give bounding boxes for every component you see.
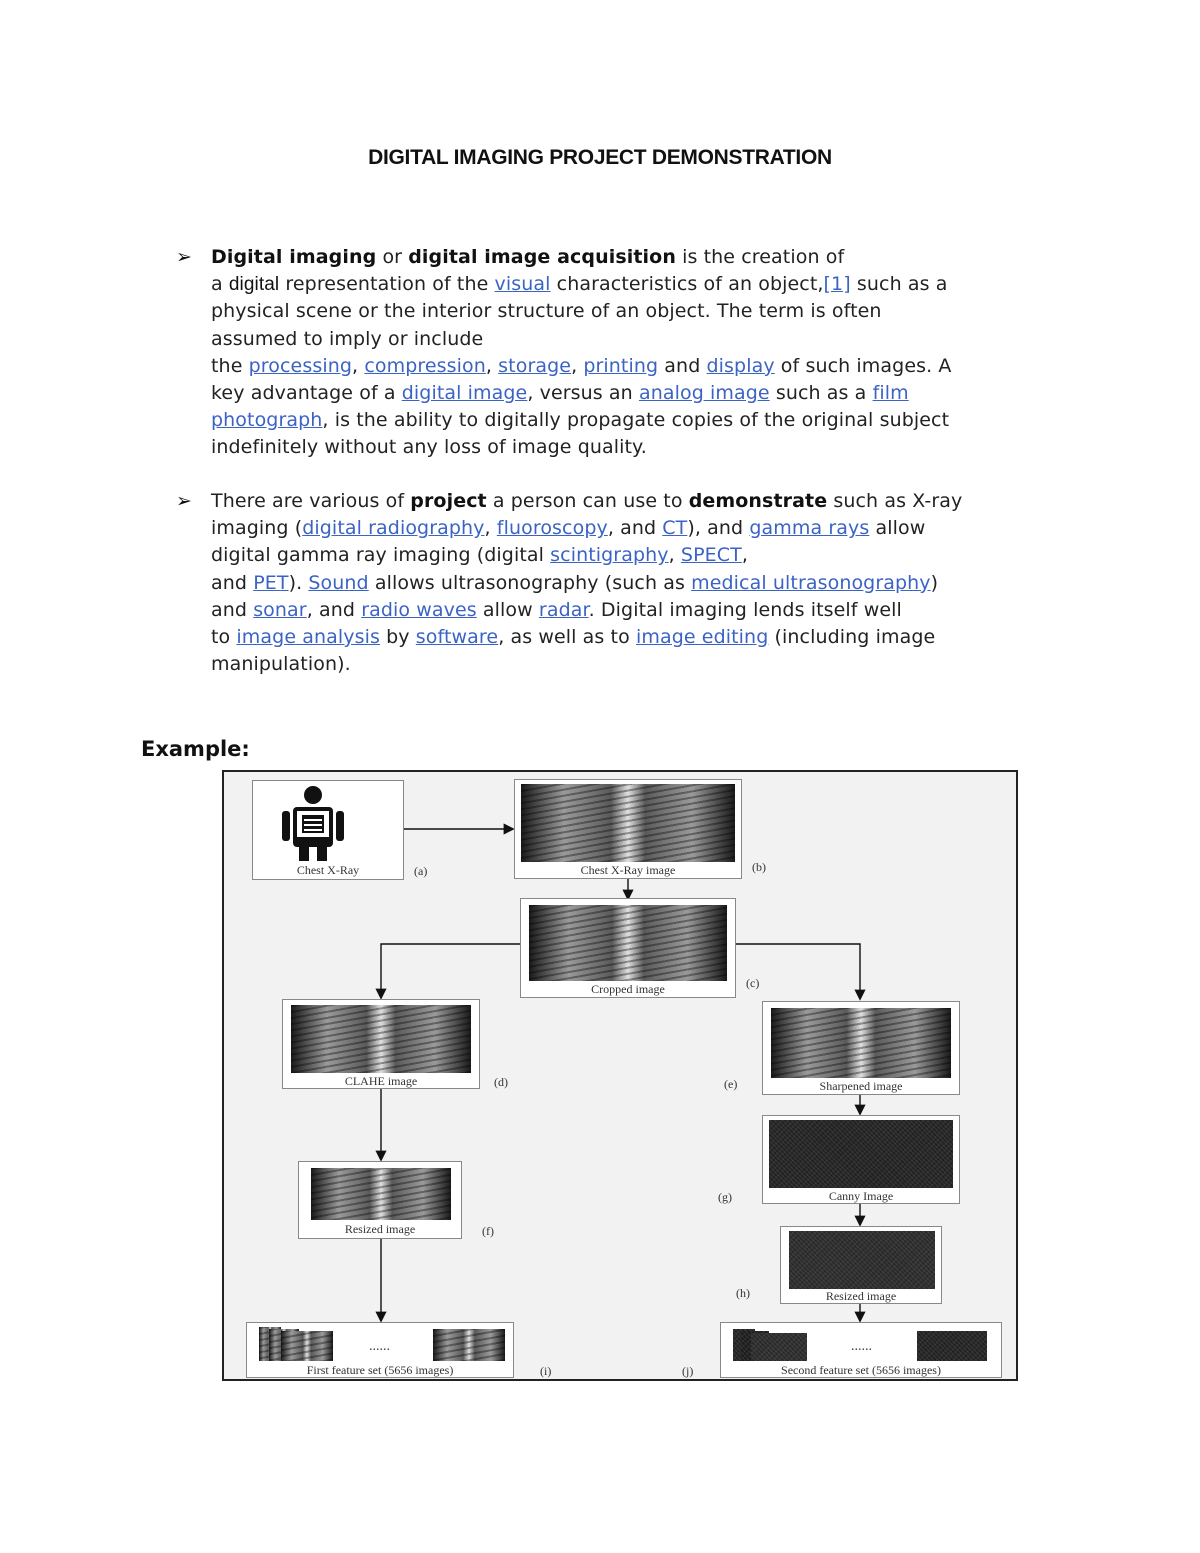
ellipsis: ...... xyxy=(851,1339,872,1354)
paragraph-projects: There are various of project a person can use to demonstrate such as X-ray imaging (digital radiography, fluoroscopy, and CT), and gamma rays allow digital gamma ray imaging (digital scintigraphy, SPECT, and PET). Sound allows ultrasonography (such as medical ultrasonography) and sonar, and radio waves allow radar. Digital imaging lends itself well to image analysis by software, as well as to image editing (including image manipulation). xyxy=(211,490,963,676)
link-radio-waves[interactable]: radio waves xyxy=(361,598,477,621)
bullet-arrow-icon: ➢ xyxy=(176,246,192,268)
label-a: (a) xyxy=(414,864,428,878)
feature-thumb-dark-last xyxy=(917,1331,987,1361)
link-compression[interactable]: compression xyxy=(364,354,486,377)
link-scintigraphy[interactable]: scintigraphy xyxy=(550,544,669,567)
feature-thumb-last xyxy=(433,1329,505,1361)
label-h: (h) xyxy=(736,1286,750,1300)
link-radar[interactable]: radar xyxy=(538,598,589,621)
label-b: (b) xyxy=(752,860,766,874)
caption-chest-xray-image: Chest X-Ray image xyxy=(580,863,676,877)
arrow-c-to-d xyxy=(381,944,520,997)
caption-chest-xray: Chest X-Ray xyxy=(296,863,360,877)
step-d-box xyxy=(282,999,480,1089)
caption-first-feature-set: First feature set (5656 images) xyxy=(306,1363,454,1377)
caption-second-feature-set: Second feature set (5656 images) xyxy=(781,1363,941,1377)
term-digital-imaging: Digital imaging xyxy=(211,246,377,268)
link-medical-ultrasonography[interactable]: medical ultrasonography xyxy=(691,571,931,594)
step-c-box xyxy=(520,898,736,998)
link-film[interactable]: film xyxy=(872,382,909,405)
link-printing[interactable]: printing xyxy=(583,354,659,377)
step-a-box xyxy=(252,780,404,880)
link-image-editing[interactable]: image editing xyxy=(635,626,769,649)
link-display[interactable]: display xyxy=(706,354,775,377)
link-sonar[interactable]: sonar xyxy=(253,598,307,621)
label-d: (d) xyxy=(494,1075,508,1089)
label-f: (f) xyxy=(482,1224,494,1238)
link-reference-1[interactable]: [1] xyxy=(823,273,851,296)
link-sound[interactable]: Sound xyxy=(308,571,369,594)
link-gamma-rays[interactable]: gamma rays xyxy=(749,517,870,540)
link-software[interactable]: software xyxy=(415,626,499,649)
caption-clahe-image: CLAHE image xyxy=(344,1074,418,1088)
step-f-box xyxy=(298,1161,462,1239)
person-xray-icon xyxy=(253,783,403,863)
caption-sharpened-image: Sharpened image xyxy=(819,1079,903,1093)
link-ct[interactable]: CT xyxy=(662,517,688,540)
clahe-xray-image xyxy=(291,1005,471,1073)
resized-xray-image xyxy=(311,1168,451,1220)
step-i-box xyxy=(246,1322,514,1378)
link-processing[interactable]: processing xyxy=(248,354,353,377)
link-storage[interactable]: storage xyxy=(498,354,572,377)
resized-canny-image xyxy=(789,1231,935,1289)
chest-xray-image xyxy=(521,784,735,862)
step-h-box xyxy=(780,1226,942,1304)
paragraph-digital-imaging: Digital imaging or digital image acquisition is the creation of a digital representation of the visual characteristics of an object,[1] such as a physical scene or the interior structure of an object. The term is often assumed to imply or include the processing, compression, storage, printing and display of such images. A key advantage of a digital image, versus an analog image such as a film photograph, is the ability to digitally propagate copies of the original subject indefinitely without any loss of image quality. xyxy=(211,246,952,459)
canny-edge-image xyxy=(769,1120,953,1188)
label-j: (j) xyxy=(682,1364,694,1378)
link-fluoroscopy[interactable]: fluoroscopy xyxy=(496,517,608,540)
caption-cropped-image: Cropped image xyxy=(591,982,665,996)
cropped-xray-image xyxy=(529,905,727,981)
link-photograph[interactable]: photograph xyxy=(211,409,323,432)
label-e: (e) xyxy=(724,1077,738,1091)
label-i: (i) xyxy=(540,1364,552,1378)
link-digital-radiography[interactable]: digital radiography xyxy=(302,517,485,540)
feature-thumb-3 xyxy=(281,1331,333,1361)
step-g-box xyxy=(762,1115,960,1204)
sharpened-xray-image xyxy=(771,1008,951,1078)
caption-resized-image: Resized image xyxy=(344,1222,416,1236)
bullet-arrow-icon: ➢ xyxy=(176,490,192,512)
link-digital-image[interactable]: digital image xyxy=(401,382,528,405)
step-e-box xyxy=(762,1001,960,1095)
feature-thumb-dark-3 xyxy=(751,1333,807,1361)
ellipsis: ...... xyxy=(369,1339,390,1354)
xray-processing-flow-diagram xyxy=(222,770,1018,1381)
label-c: (c) xyxy=(746,976,760,990)
caption-resized-image-h: Resized image xyxy=(825,1289,897,1303)
link-image-analysis[interactable]: image analysis xyxy=(236,626,380,649)
link-visual[interactable]: visual xyxy=(494,273,551,296)
caption-canny-image: Canny Image xyxy=(828,1189,894,1203)
page-title: DIGITAL IMAGING PROJECT DEMONSTRATION xyxy=(368,146,832,169)
link-analog-image[interactable]: analog image xyxy=(638,382,770,405)
link-spect[interactable]: SPECT xyxy=(680,544,742,567)
link-pet[interactable]: PET xyxy=(253,571,289,594)
step-b-box xyxy=(514,779,742,879)
example-heading: Example: xyxy=(141,737,250,761)
step-j-box xyxy=(720,1322,1002,1378)
term-digital-image-acquisition: digital image acquisition xyxy=(408,246,676,268)
label-g: (g) xyxy=(718,1190,732,1204)
